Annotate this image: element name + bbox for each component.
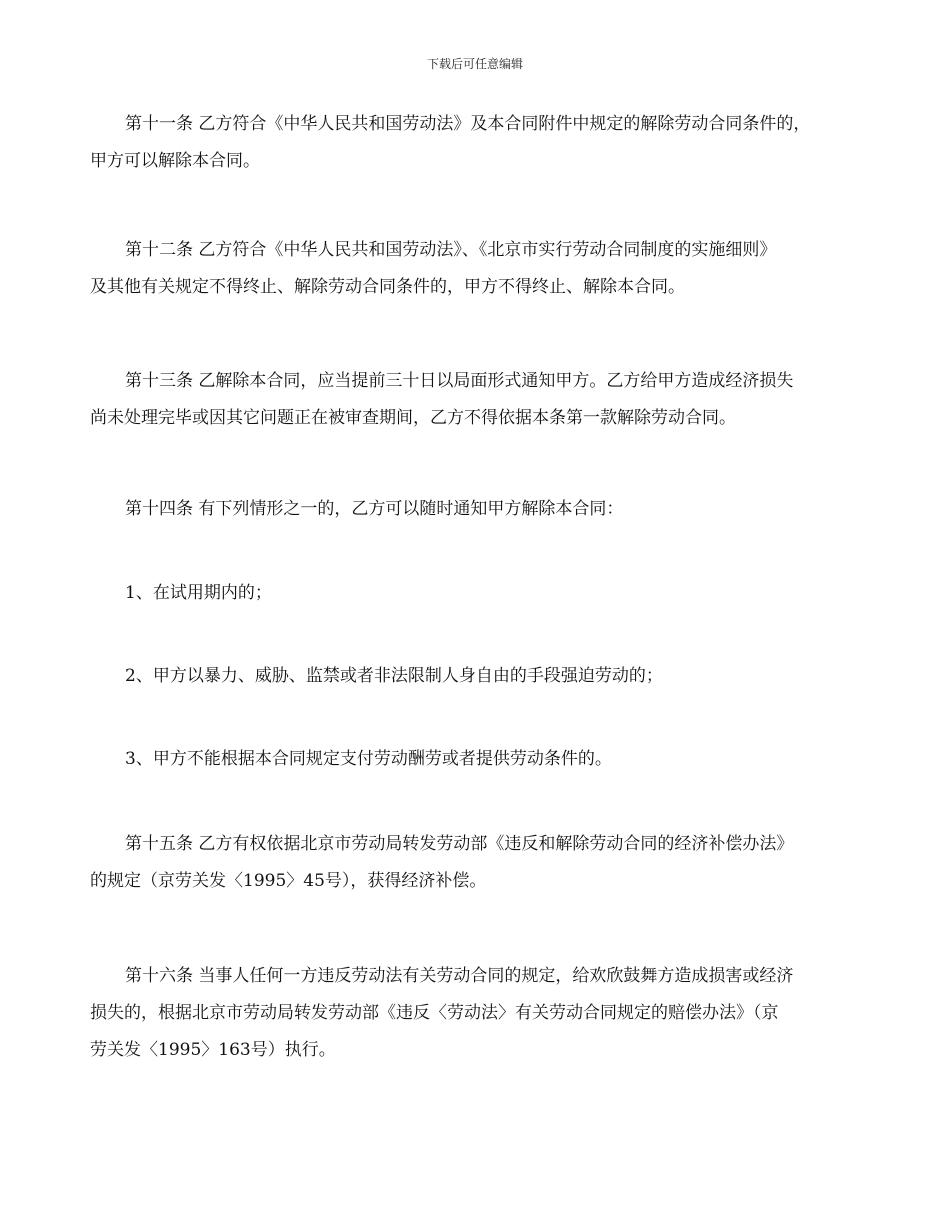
article-14-line-1: 第十四条 有下列情形之一的，乙方可以随时通知甲方解除本合同： <box>125 499 624 519</box>
article-12-line-2: 及其他有关规定不得终止、解除劳动合同条件的，甲方不得终止、解除本合同。 <box>90 277 685 297</box>
article-15-line-1: 第十五条 乙方有权依据北京市劳动局转发劳动部《违反和解除劳动合同的经济补偿办法》 <box>125 834 794 854</box>
article-11-line-1: 第十一条 乙方符合《中华人民共和国劳动法》及本合同附件中规定的解除劳动合同条件的， <box>125 114 811 134</box>
list-item-3-text: 3、甲方不能根据本合同规定支付劳动酬劳或者提供劳动条件的。 <box>125 749 612 769</box>
article-16-paragraph <box>90 958 865 1069</box>
article-14-paragraph <box>90 491 865 528</box>
article-16-line-3: 劳关发〈1995〉163号）执行。 <box>90 1040 336 1060</box>
list-item-2-text: 2、甲方以暴力、威胁、监禁或者非法限制人身自由的手段强迫劳动的； <box>125 666 663 686</box>
article-12-line-1: 第十二条 乙方符合《中华人民共和国劳动法》、《北京市实行劳动合同制度的实施细则》 <box>125 240 777 260</box>
list-item-3 <box>90 741 865 778</box>
article-13-line-1: 第十三条 乙解除本合同，应当提前三十日以局面形式通知甲方。乙方给甲方造成经济损失 <box>125 371 794 391</box>
article-16-line-1: 第十六条 当事人任何一方违反劳动法有关劳动合同的规定，给欢欣鼓舞方造成损害或经济 <box>125 966 794 986</box>
list-item-1-text: 1、在试用期内的； <box>125 583 272 603</box>
list-item-2 <box>90 658 865 695</box>
list-item-1 <box>90 575 865 612</box>
article-11-line-2: 甲方可以解除本合同。 <box>90 151 260 171</box>
article-12-paragraph <box>90 232 865 306</box>
article-15-paragraph <box>90 826 865 900</box>
article-13-line-2: 尚未处理完毕或因其它问题正在被审查期间，乙方不得依据本条第一款解除劳动合同。 <box>90 408 736 428</box>
article-11-paragraph <box>90 106 865 180</box>
article-13-paragraph <box>90 363 865 437</box>
article-16-line-2: 损失的，根据北京市劳动局转发劳动部《违反〈劳动法〉有关劳动合同规定的赔偿办法》（京 <box>90 1003 779 1023</box>
page-header: 下载后可任意编辑 <box>426 57 523 71</box>
article-15-line-2: 的规定（京劳关发〈1995〉45号），获得经济补偿。 <box>90 871 487 891</box>
